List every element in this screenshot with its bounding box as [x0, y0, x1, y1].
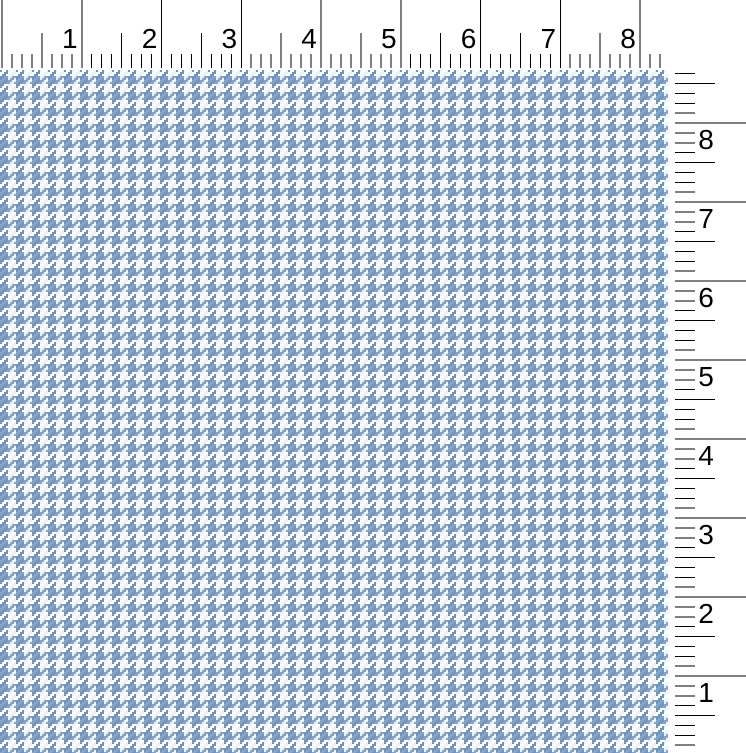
ruler-number: 8: [620, 23, 636, 54]
vertical-ruler-scale: [668, 70, 746, 753]
ruler-number: 3: [221, 23, 238, 54]
fabric-pattern-canvas: [0, 70, 668, 753]
horizontal-ruler: [0, 0, 670, 70]
houndstooth-fabric-swatch: [0, 70, 668, 753]
ruler-number: 6: [460, 23, 477, 54]
ruler-number: 3: [698, 519, 714, 550]
ruler-number: 7: [540, 23, 557, 54]
ruler-number: 5: [380, 23, 397, 54]
ruler-number: 2: [141, 23, 158, 54]
ruler-number: 7: [698, 203, 714, 234]
ruler-number: 5: [698, 361, 714, 392]
fabric-pattern-fill: [0, 70, 668, 753]
ruler-number: 4: [301, 23, 317, 54]
vertical-ruler: [668, 70, 746, 753]
ruler-number: 1: [61, 23, 78, 54]
ruler-number: 4: [698, 440, 714, 471]
horizontal-ruler-scale: [0, 0, 670, 70]
ruler-number: 2: [698, 598, 714, 629]
ruler-number: 1: [698, 677, 714, 708]
ruler-number: 6: [698, 282, 714, 313]
ruler-number: 8: [698, 124, 714, 155]
